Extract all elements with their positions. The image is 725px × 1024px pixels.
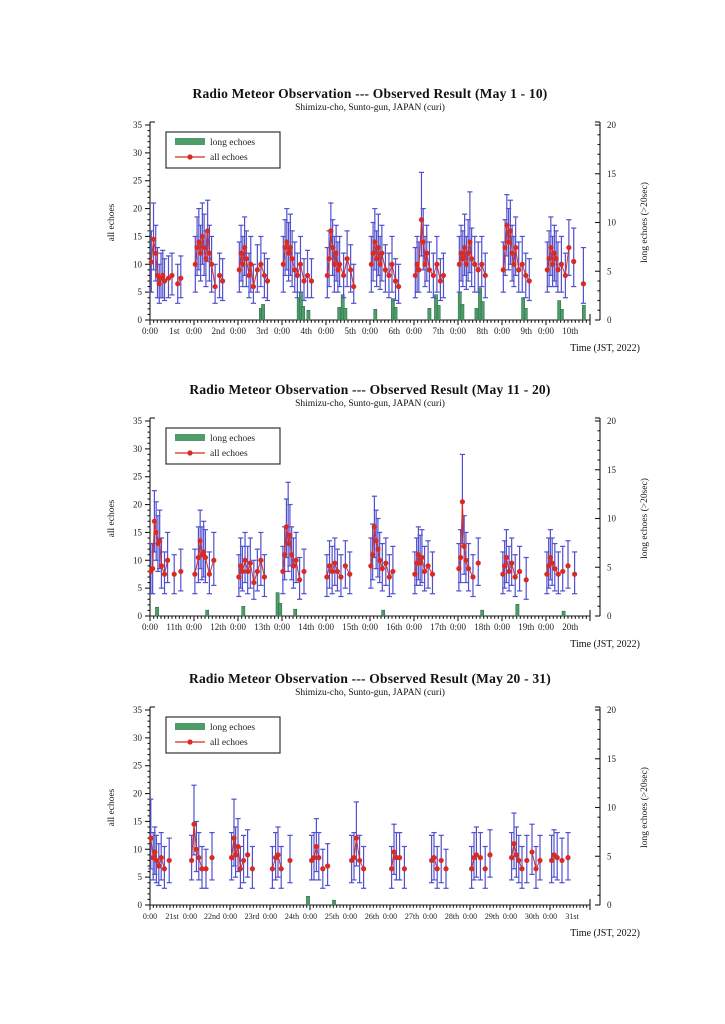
svg-text:28th: 28th <box>444 911 460 921</box>
svg-text:13th: 13th <box>254 621 271 632</box>
chart-title: Radio Meteor Observation --- Observed Result (May 20 - 31) <box>189 671 551 686</box>
svg-text:0:00: 0:00 <box>317 325 335 336</box>
svg-text:0:00: 0:00 <box>361 325 379 336</box>
svg-text:20: 20 <box>133 499 142 510</box>
svg-text:long echoes: long echoes <box>210 137 256 148</box>
svg-text:27th: 27th <box>404 911 420 921</box>
chart-may-1-10 <box>100 86 710 354</box>
svg-text:0:00: 0:00 <box>302 911 318 921</box>
svg-text:all echoes: all echoes <box>107 203 117 242</box>
svg-text:20: 20 <box>133 203 142 214</box>
svg-text:25: 25 <box>133 175 142 186</box>
svg-text:5: 5 <box>137 583 142 594</box>
svg-text:0:00: 0:00 <box>185 325 203 336</box>
svg-text:25: 25 <box>133 760 142 771</box>
svg-text:0:00: 0:00 <box>342 911 358 921</box>
svg-text:all echoes: all echoes <box>107 788 117 827</box>
svg-text:0:00: 0:00 <box>462 911 478 921</box>
svg-text:10: 10 <box>607 802 616 813</box>
svg-text:10: 10 <box>607 217 616 228</box>
svg-text:4th: 4th <box>300 325 312 336</box>
svg-text:2nd: 2nd <box>211 325 225 336</box>
svg-text:0:00: 0:00 <box>317 621 335 632</box>
svg-text:7th: 7th <box>432 325 444 336</box>
svg-text:5: 5 <box>607 266 612 277</box>
svg-text:25th: 25th <box>324 911 340 921</box>
svg-text:25: 25 <box>133 471 142 482</box>
svg-text:0: 0 <box>137 610 142 621</box>
svg-text:14th: 14th <box>298 621 315 632</box>
svg-text:9th: 9th <box>520 325 532 336</box>
chart-may-20-31 <box>100 671 710 939</box>
svg-text:29th: 29th <box>484 911 500 921</box>
svg-text:0: 0 <box>607 899 612 910</box>
svg-text:8th: 8th <box>476 325 488 336</box>
chart-subtitle: Shimizu-cho, Sunto-gun, JAPAN (curi) <box>295 102 445 113</box>
svg-text:20: 20 <box>607 415 616 426</box>
all-echoes-line <box>151 502 558 583</box>
svg-text:0:00: 0:00 <box>449 621 467 632</box>
long-echoes-bars <box>155 593 565 616</box>
long-echoes-bars <box>306 896 335 905</box>
svg-text:0: 0 <box>607 314 612 325</box>
svg-text:20: 20 <box>607 119 616 130</box>
svg-text:5th: 5th <box>344 325 356 336</box>
legend-long-echoes-swatch <box>175 723 205 730</box>
svg-text:15: 15 <box>133 527 142 538</box>
svg-text:31st: 31st <box>565 911 579 921</box>
svg-text:0:00: 0:00 <box>185 621 203 632</box>
svg-text:0:00: 0:00 <box>142 911 158 921</box>
svg-text:35: 35 <box>133 415 142 426</box>
svg-text:0:00: 0:00 <box>405 325 423 336</box>
svg-text:0:00: 0:00 <box>537 621 555 632</box>
svg-text:0:00: 0:00 <box>222 911 238 921</box>
svg-text:10: 10 <box>133 259 142 270</box>
chart-subtitle: Shimizu-cho, Sunto-gun, JAPAN (curi) <box>295 687 445 698</box>
svg-text:all echoes: all echoes <box>107 499 117 538</box>
svg-text:10: 10 <box>133 555 142 566</box>
svg-text:0:00: 0:00 <box>493 325 511 336</box>
svg-text:15: 15 <box>133 816 142 827</box>
svg-text:0: 0 <box>137 314 142 325</box>
svg-text:3rd: 3rd <box>256 325 269 336</box>
x-axis-title: Time (JST, 2022) <box>570 342 640 354</box>
svg-text:17th: 17th <box>430 621 447 632</box>
svg-text:20: 20 <box>133 788 142 799</box>
legend-long-echoes-swatch <box>175 138 205 145</box>
svg-text:0:00: 0:00 <box>542 911 558 921</box>
svg-text:long echoes (>20sec): long echoes (>20sec) <box>640 182 650 263</box>
svg-text:35: 35 <box>133 704 142 715</box>
legend <box>166 428 280 464</box>
svg-text:11th: 11th <box>166 621 183 632</box>
legend <box>166 132 280 168</box>
chart-plot-area <box>100 115 700 349</box>
chart-may-11-20 <box>100 382 710 650</box>
svg-text:16th: 16th <box>386 621 403 632</box>
svg-text:15: 15 <box>607 753 616 764</box>
svg-text:0:00: 0:00 <box>273 325 291 336</box>
svg-text:5: 5 <box>607 562 612 573</box>
svg-text:5: 5 <box>137 872 142 883</box>
chart-title: Radio Meteor Observation --- Observed Result (May 1 - 10) <box>192 86 548 101</box>
svg-text:19th: 19th <box>518 621 535 632</box>
svg-text:long echoes (>20sec): long echoes (>20sec) <box>640 478 650 559</box>
svg-text:6th: 6th <box>388 325 400 336</box>
svg-text:0:00: 0:00 <box>141 325 159 336</box>
svg-text:15: 15 <box>607 168 616 179</box>
svg-text:0:00: 0:00 <box>502 911 518 921</box>
svg-text:0:00: 0:00 <box>182 911 198 921</box>
svg-text:0:00: 0:00 <box>361 621 379 632</box>
svg-text:0:00: 0:00 <box>422 911 438 921</box>
svg-text:all echoes: all echoes <box>210 737 248 748</box>
svg-text:0:00: 0:00 <box>229 325 247 336</box>
svg-text:10: 10 <box>607 513 616 524</box>
svg-text:long echoes: long echoes <box>210 433 256 444</box>
svg-text:0:00: 0:00 <box>405 621 423 632</box>
svg-text:0:00: 0:00 <box>229 621 247 632</box>
svg-text:20: 20 <box>607 704 616 715</box>
svg-text:10th: 10th <box>562 325 579 336</box>
svg-text:10: 10 <box>133 844 142 855</box>
svg-text:0:00: 0:00 <box>537 325 555 336</box>
svg-text:22nd: 22nd <box>204 911 220 921</box>
svg-text:0: 0 <box>607 610 612 621</box>
svg-text:35: 35 <box>133 119 142 130</box>
all-echoes-markers <box>148 499 577 585</box>
svg-text:15: 15 <box>133 231 142 242</box>
svg-text:all echoes: all echoes <box>210 152 248 163</box>
svg-text:long echoes: long echoes <box>210 722 256 733</box>
legend <box>166 717 280 753</box>
svg-text:30: 30 <box>133 443 142 454</box>
svg-text:all echoes: all echoes <box>210 448 248 459</box>
long-echoes-bars <box>259 288 585 320</box>
svg-text:30: 30 <box>133 732 142 743</box>
x-axis-title: Time (JST, 2022) <box>570 638 640 650</box>
all-echoes-error-bars <box>148 785 570 888</box>
chart-plot-area <box>100 700 700 934</box>
svg-text:23rd: 23rd <box>244 911 260 921</box>
svg-text:0:00: 0:00 <box>382 911 398 921</box>
svg-text:0:00: 0:00 <box>141 621 159 632</box>
svg-text:15: 15 <box>607 464 616 475</box>
svg-text:0:00: 0:00 <box>273 621 291 632</box>
svg-text:5: 5 <box>607 851 612 862</box>
svg-text:30th: 30th <box>524 911 540 921</box>
svg-text:15th: 15th <box>342 621 359 632</box>
svg-text:long echoes (>20sec): long echoes (>20sec) <box>640 767 650 848</box>
svg-text:12th: 12th <box>210 621 227 632</box>
svg-text:5: 5 <box>137 287 142 298</box>
legend-long-echoes-swatch <box>175 434 205 441</box>
chart-title: Radio Meteor Observation --- Observed Result (May 11 - 20) <box>189 382 551 397</box>
svg-text:24th: 24th <box>284 911 300 921</box>
svg-text:0: 0 <box>137 899 142 910</box>
svg-text:0:00: 0:00 <box>493 621 511 632</box>
chart-subtitle: Shimizu-cho, Sunto-gun, JAPAN (curi) <box>295 398 445 409</box>
x-axis-title: Time (JST, 2022) <box>570 927 640 939</box>
svg-text:0:00: 0:00 <box>262 911 278 921</box>
svg-text:18th: 18th <box>474 621 491 632</box>
chart-plot-area <box>100 411 700 645</box>
svg-text:21st: 21st <box>165 911 179 921</box>
svg-text:26th: 26th <box>364 911 380 921</box>
svg-text:0:00: 0:00 <box>449 325 467 336</box>
svg-text:1st: 1st <box>168 325 180 336</box>
svg-text:20th: 20th <box>562 621 579 632</box>
svg-text:30: 30 <box>133 147 142 158</box>
